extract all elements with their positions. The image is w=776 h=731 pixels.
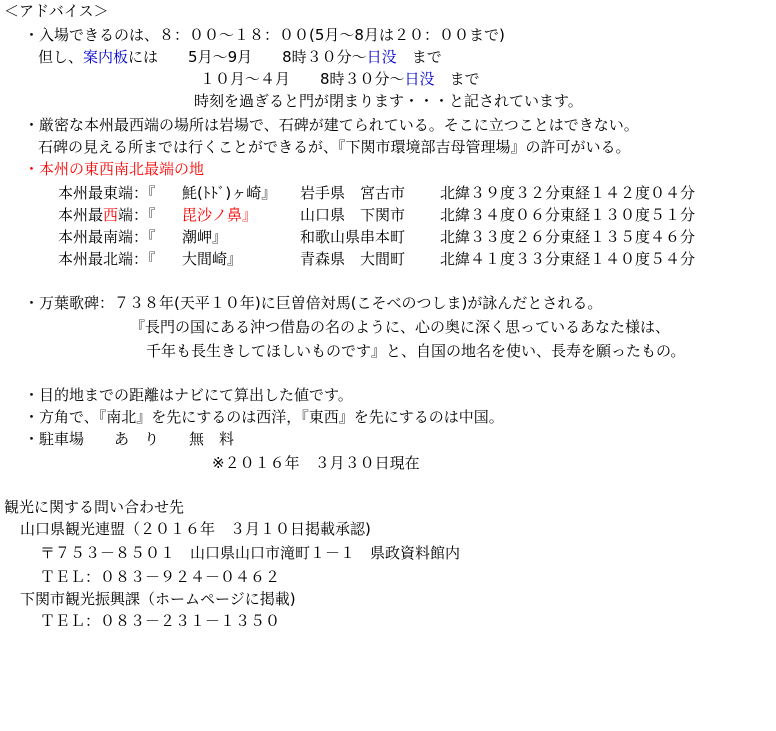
extreme-row-south-label: 本州最南端：『 bbox=[58, 228, 156, 246]
extreme-row-west-place: 毘沙ノ鼻』 bbox=[182, 206, 258, 224]
parking-note: ・駐車場 あ り 無 料 bbox=[24, 430, 235, 448]
extreme-row-west-coords: 北緯３４度０６分東経１３０度５１分 bbox=[440, 206, 696, 224]
extreme-row-north-place: 大間崎』 bbox=[182, 250, 243, 268]
contact-org-2-tel: ＴＥＬ：０８３－２３１－１３５０ bbox=[40, 612, 281, 630]
extreme-row-north-pref: 青森県 大間町 bbox=[300, 250, 406, 268]
hours-line-3-prefix: １０月～４月 8時３０分～ bbox=[200, 70, 405, 88]
hours-line-2-prefix: 但し、 bbox=[38, 48, 84, 66]
sunset-text: 日没 bbox=[366, 48, 397, 66]
extreme-row-east-pref: 岩手県 宮古市 bbox=[300, 184, 406, 202]
extreme-row-east-label: 本州最東端：『 bbox=[58, 184, 156, 202]
extreme-row-west-label-b: 端：『 bbox=[118, 206, 156, 224]
hours-line-3-suffix: まで bbox=[434, 70, 480, 88]
strict-point-line-1: ・厳密な本州最西端の場所は岩場で、石碑が建てられている。そこに立つことはできない。 bbox=[24, 116, 639, 134]
extreme-row-west-label-hl: 西 bbox=[103, 206, 119, 224]
advice-heading: ＜アドバイス＞ bbox=[4, 2, 109, 20]
strict-point-line-2: 石碑の見える所までは行くことができるが、『下関市環境部吉母管理場』の許可がいる。 bbox=[38, 138, 631, 156]
contact-org-2: 下関市観光振興課（ホームページに掲載) bbox=[20, 590, 296, 608]
as-of-date: ※２０１６年 ３月３０日現在 bbox=[212, 454, 420, 472]
extreme-row-north-label: 本州最北端：『 bbox=[58, 250, 156, 268]
distance-note: ・目的地までの距離はナビにて算出した値です。 bbox=[24, 386, 353, 404]
manyo-line-1: ・万葉歌碑：７３８年(天平１０年)に巨曽倍対馬(こそべのつしま)が詠んだとされる。 bbox=[24, 294, 603, 312]
extreme-row-west-pref: 山口県 下関市 bbox=[300, 206, 406, 224]
contact-org-1: 山口県観光連盟（２０１６年 ３月１０日掲載承認) bbox=[20, 520, 371, 538]
manyo-line-2: 『長門の国にある沖つ借島の名のように、心の奥に深く思っているあなた様は、 bbox=[130, 318, 671, 336]
hours-line-2-middle: には 5月～9月 8時３０分～ bbox=[128, 48, 367, 66]
extremes-heading: ・本州の東西南北最端の地 bbox=[24, 160, 205, 178]
extreme-row-south-place: 潮岬』 bbox=[182, 228, 228, 246]
extreme-row-east-coords: 北緯３９度３２分東経１４２度０４分 bbox=[440, 184, 696, 202]
contact-heading: 観光に関する問い合わせ先 bbox=[4, 498, 185, 516]
extreme-row-west-label-a: 本州最 bbox=[58, 206, 104, 224]
sunset-text-2: 日没 bbox=[404, 70, 435, 88]
sign-board-text: 案内板 bbox=[83, 48, 129, 66]
hours-line-4: 時刻を過ぎると門が閉まります・・・と記されています。 bbox=[194, 92, 583, 110]
hours-line-2 bbox=[38, 46, 442, 68]
hours-line-2-suffix: まで bbox=[396, 48, 442, 66]
contact-org-1-address: 〒７５３－８５０１ 山口県山口市滝町１－１ 県政資料館内 bbox=[40, 544, 461, 562]
manyo-line-3: 千年も長生きしてほしいものです』と、自国の地名を使い、長寿を願ったもの。 bbox=[146, 342, 686, 360]
extreme-row-west-label bbox=[58, 204, 156, 226]
extreme-row-north-coords: 北緯４１度３３分東経１４０度５４分 bbox=[440, 250, 696, 268]
extreme-row-east-place: 魹(ﾄﾄﾞ)ヶ崎』 bbox=[182, 184, 277, 202]
direction-note: ・方角で、『南北』を先にするのは西洋，『東西』を先にするのは中国。 bbox=[24, 408, 504, 426]
extreme-row-south-coords: 北緯３３度２６分東経１３５度４６分 bbox=[440, 228, 696, 246]
extreme-row-south-pref: 和歌山県串本町 bbox=[300, 228, 406, 246]
hours-line-1: ・入場できるのは、８：００～１８：００(5月～8月は２０：００まで) bbox=[24, 26, 505, 44]
contact-org-1-tel: ＴＥＬ：０８３－９２４－０４６２ bbox=[40, 568, 281, 586]
hours-line-3 bbox=[200, 68, 480, 90]
